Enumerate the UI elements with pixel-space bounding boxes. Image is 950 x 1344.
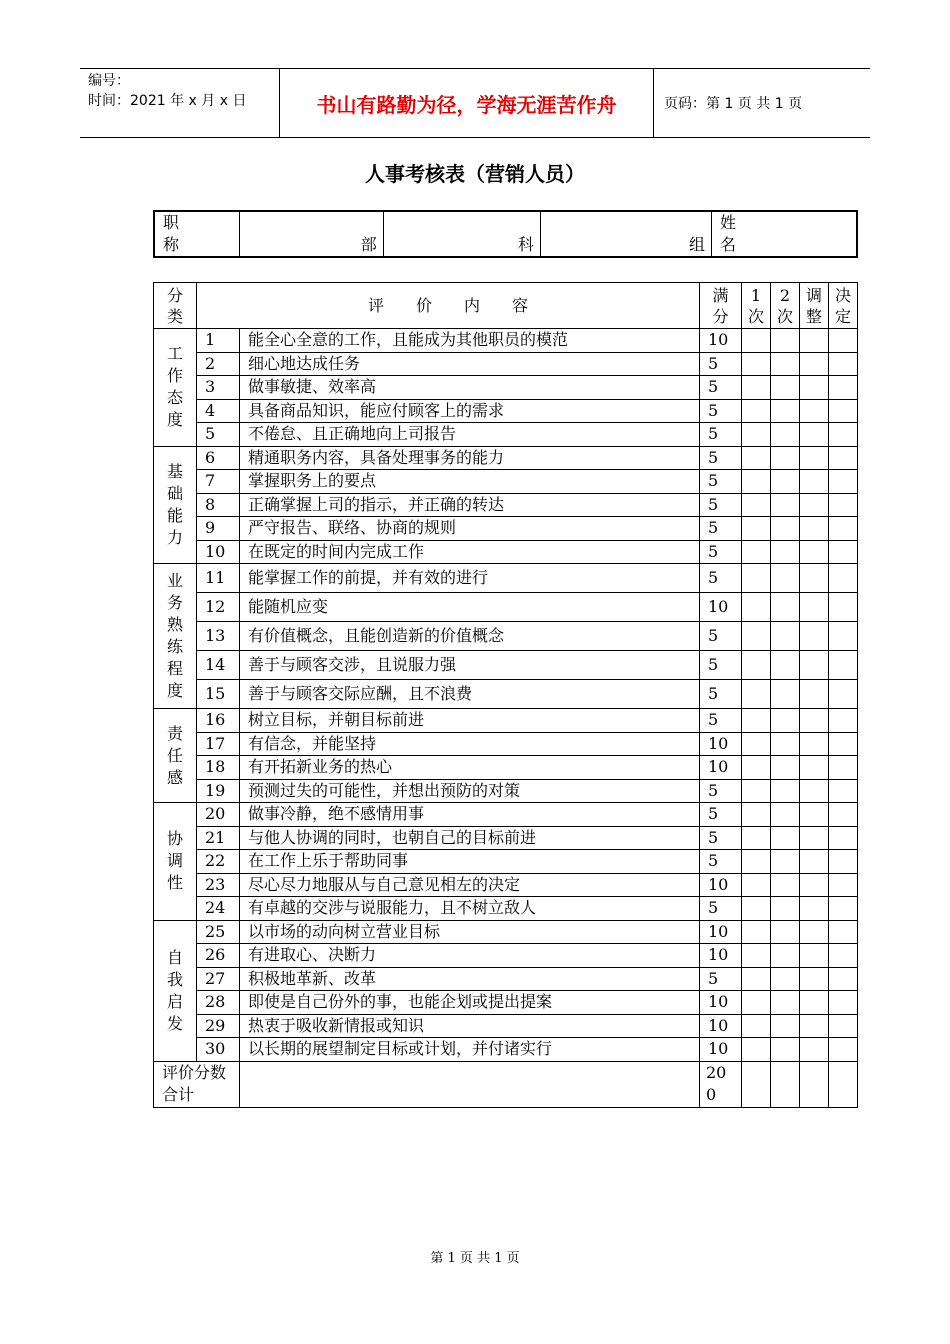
table-row — [154, 517, 858, 541]
table-row — [154, 622, 858, 651]
item-number: 25 — [197, 920, 240, 944]
second-score-cell[interactable] — [770, 493, 799, 517]
total-adjust-cell[interactable] — [799, 1061, 828, 1107]
adjust-cell[interactable] — [799, 329, 828, 353]
first-score-cell[interactable] — [741, 991, 770, 1015]
adjust-cell[interactable] — [799, 756, 828, 780]
decision-cell[interactable] — [828, 540, 857, 564]
table-row — [154, 493, 858, 517]
first-score-cell[interactable] — [741, 651, 770, 680]
total-second-cell[interactable] — [770, 1061, 799, 1107]
item-text: 有进取心、决断力 — [240, 944, 700, 968]
table-row — [154, 399, 858, 423]
item-text: 能全心全意的工作，且能成为其他职员的模范 — [240, 329, 700, 353]
item-number: 17 — [197, 732, 240, 756]
decision-cell[interactable] — [828, 920, 857, 944]
adjust-cell[interactable] — [799, 376, 828, 400]
second-score-cell[interactable] — [770, 779, 799, 803]
item-number: 28 — [197, 991, 240, 1015]
first-score-cell[interactable] — [741, 1038, 770, 1062]
item-text: 善于与顾客交际应酬，且不浪费 — [240, 680, 700, 709]
page-footer: 第 1 页 共 1 页 — [430, 1251, 520, 1266]
decision-cell[interactable] — [828, 803, 857, 827]
first-score-cell[interactable] — [741, 850, 770, 874]
decision-cell[interactable] — [828, 897, 857, 921]
header-first: 1次 — [741, 283, 770, 329]
title-label: 职称 — [154, 211, 240, 257]
full-score: 5 — [699, 493, 741, 517]
item-text: 做事冷静，绝不感情用事 — [240, 803, 700, 827]
second-score-cell[interactable] — [770, 329, 799, 353]
adjust-cell[interactable] — [799, 709, 828, 733]
header-category: 分类 — [154, 283, 197, 329]
first-score-cell[interactable] — [741, 803, 770, 827]
first-score-cell[interactable] — [741, 622, 770, 651]
item-text: 严守报告、联络、协商的规则 — [240, 517, 700, 541]
decision-cell[interactable] — [828, 352, 857, 376]
number-label: 编号： — [88, 73, 130, 89]
decision-cell[interactable] — [828, 680, 857, 709]
second-score-cell[interactable] — [770, 446, 799, 470]
item-number: 21 — [197, 826, 240, 850]
second-score-cell[interactable] — [770, 709, 799, 733]
item-number: 24 — [197, 897, 240, 921]
item-number: 30 — [197, 1038, 240, 1062]
adjust-cell[interactable] — [799, 352, 828, 376]
item-number: 26 — [197, 944, 240, 968]
category-cell: 基础能力 — [154, 446, 197, 564]
item-number: 20 — [197, 803, 240, 827]
page-label: 页码：第 1 页 共 1 页 — [664, 96, 803, 112]
second-score-cell[interactable] — [770, 470, 799, 494]
decision-cell[interactable] — [828, 991, 857, 1015]
adjust-cell[interactable] — [799, 493, 828, 517]
name-field[interactable]: 姓名 — [711, 211, 857, 257]
full-score: 5 — [699, 651, 741, 680]
decision-cell[interactable] — [828, 470, 857, 494]
decision-cell[interactable] — [828, 873, 857, 897]
adjust-cell[interactable] — [799, 779, 828, 803]
full-score: 5 — [699, 446, 741, 470]
first-score-cell[interactable] — [741, 732, 770, 756]
second-score-cell[interactable] — [770, 732, 799, 756]
table-row — [154, 564, 858, 593]
full-score: 5 — [699, 826, 741, 850]
adjust-cell[interactable] — [799, 920, 828, 944]
adjust-cell[interactable] — [799, 470, 828, 494]
adjust-cell[interactable] — [799, 826, 828, 850]
full-score: 10 — [699, 732, 741, 756]
item-text: 在工作上乐于帮助同事 — [240, 850, 700, 874]
item-number: 19 — [197, 779, 240, 803]
decision-cell[interactable] — [828, 756, 857, 780]
table-row — [154, 593, 858, 622]
department-field[interactable]: 部 — [240, 211, 383, 257]
table-row — [154, 470, 858, 494]
item-text: 与他人协调的同时，也朝自己的目标前进 — [240, 826, 700, 850]
adjust-cell[interactable] — [799, 850, 828, 874]
item-text: 做事敏捷、效率高 — [240, 376, 700, 400]
item-text: 有价值概念，且能创造新的价值概念 — [240, 622, 700, 651]
item-number: 11 — [197, 564, 240, 593]
second-score-cell[interactable] — [770, 967, 799, 991]
header-full-score: 满分 — [699, 283, 741, 329]
full-score: 5 — [699, 352, 741, 376]
employee-info-table — [153, 210, 858, 258]
total-score: 200 — [699, 1061, 741, 1107]
item-text: 有开拓新业务的热心 — [240, 756, 700, 780]
full-score: 5 — [699, 709, 741, 733]
first-score-cell[interactable] — [741, 680, 770, 709]
decision-cell[interactable] — [828, 423, 857, 447]
first-score-cell[interactable] — [741, 517, 770, 541]
item-number: 1 — [197, 329, 240, 353]
item-text: 正确掌握上司的指示，并正确的转达 — [240, 493, 700, 517]
header-meta — [80, 69, 280, 137]
table-row — [154, 897, 858, 921]
decision-cell[interactable] — [828, 732, 857, 756]
table-row — [154, 376, 858, 400]
item-number: 7 — [197, 470, 240, 494]
full-score: 5 — [699, 803, 741, 827]
decision-cell[interactable] — [828, 1038, 857, 1062]
first-score-cell[interactable] — [741, 756, 770, 780]
first-score-cell[interactable] — [741, 779, 770, 803]
full-score: 10 — [699, 920, 741, 944]
table-row — [154, 873, 858, 897]
table-row — [154, 803, 858, 827]
full-score: 10 — [699, 756, 741, 780]
full-score: 5 — [699, 540, 741, 564]
second-score-cell[interactable] — [770, 622, 799, 651]
item-number: 16 — [197, 709, 240, 733]
second-score-cell[interactable] — [770, 850, 799, 874]
first-score-cell[interactable] — [741, 826, 770, 850]
item-text: 不倦怠、且正确地向上司报告 — [240, 423, 700, 447]
table-row — [154, 680, 858, 709]
item-number: 22 — [197, 850, 240, 874]
item-number: 29 — [197, 1014, 240, 1038]
item-text: 精通职务内容，具备处理事务的能力 — [240, 446, 700, 470]
second-score-cell[interactable] — [770, 1014, 799, 1038]
adjust-cell[interactable] — [799, 399, 828, 423]
group-field[interactable]: 组 — [540, 211, 711, 257]
full-score: 5 — [699, 517, 741, 541]
full-score: 10 — [699, 593, 741, 622]
header-decision: 决定 — [828, 283, 857, 329]
first-score-cell[interactable] — [741, 593, 770, 622]
item-number: 15 — [197, 680, 240, 709]
item-number: 14 — [197, 651, 240, 680]
document-header — [80, 68, 870, 138]
item-number: 27 — [197, 967, 240, 991]
adjust-cell[interactable] — [799, 732, 828, 756]
full-score: 5 — [699, 779, 741, 803]
adjust-cell[interactable] — [799, 540, 828, 564]
second-score-cell[interactable] — [770, 352, 799, 376]
item-text: 以市场的动向树立营业目标 — [240, 920, 700, 944]
decision-cell[interactable] — [828, 850, 857, 874]
first-score-cell[interactable] — [741, 376, 770, 400]
second-score-cell[interactable] — [770, 540, 799, 564]
adjust-cell[interactable] — [799, 897, 828, 921]
header-adjust: 调整 — [799, 283, 828, 329]
item-text: 积极地革新、改革 — [240, 967, 700, 991]
item-number: 13 — [197, 622, 240, 651]
second-score-cell[interactable] — [770, 920, 799, 944]
item-text: 有卓越的交涉与说服能力，且不树立敌人 — [240, 897, 700, 921]
adjust-cell[interactable] — [799, 651, 828, 680]
total-blank — [240, 1061, 700, 1107]
item-number: 12 — [197, 593, 240, 622]
item-text: 能掌握工作的前提，并有效的进行 — [240, 564, 700, 593]
motto: 书山有路勤为径，学海无涯苦作舟 — [280, 69, 654, 137]
adjust-cell[interactable] — [799, 873, 828, 897]
second-score-cell[interactable] — [770, 376, 799, 400]
category-cell: 自我启发 — [154, 920, 197, 1061]
full-score: 10 — [699, 873, 741, 897]
decision-cell[interactable] — [828, 399, 857, 423]
item-text: 以长期的展望制定目标或计划，并付诸实行 — [240, 1038, 700, 1062]
first-score-cell[interactable] — [741, 446, 770, 470]
table-row — [154, 1014, 858, 1038]
decision-cell[interactable] — [828, 1014, 857, 1038]
second-score-cell[interactable] — [770, 399, 799, 423]
item-text: 树立目标，并朝目标前进 — [240, 709, 700, 733]
decision-cell[interactable] — [828, 826, 857, 850]
item-number: 8 — [197, 493, 240, 517]
decision-cell[interactable] — [828, 446, 857, 470]
first-score-cell[interactable] — [741, 897, 770, 921]
table-row — [154, 709, 858, 733]
header-second: 2次 — [770, 283, 799, 329]
second-score-cell[interactable] — [770, 944, 799, 968]
adjust-cell[interactable] — [799, 622, 828, 651]
table-header-row — [154, 283, 858, 329]
second-score-cell[interactable] — [770, 873, 799, 897]
page-title: 人事考核表（营销人员） — [365, 162, 585, 186]
table-row — [154, 944, 858, 968]
table-row — [154, 920, 858, 944]
adjust-cell[interactable] — [799, 564, 828, 593]
full-score: 10 — [699, 1014, 741, 1038]
table-row — [154, 651, 858, 680]
decision-cell[interactable] — [828, 967, 857, 991]
full-score: 10 — [699, 991, 741, 1015]
second-score-cell[interactable] — [770, 517, 799, 541]
first-score-cell[interactable] — [741, 873, 770, 897]
table-row — [154, 779, 858, 803]
decision-cell[interactable] — [828, 779, 857, 803]
full-score: 10 — [699, 944, 741, 968]
decision-cell[interactable] — [828, 329, 857, 353]
second-score-cell[interactable] — [770, 756, 799, 780]
item-text: 善于与顾客交涉，且说服力强 — [240, 651, 700, 680]
item-text: 能随机应变 — [240, 593, 700, 622]
full-score: 5 — [699, 564, 741, 593]
decision-cell[interactable] — [828, 709, 857, 733]
item-text: 预测过失的可能性，并想出预防的对策 — [240, 779, 700, 803]
second-score-cell[interactable] — [770, 651, 799, 680]
section-field[interactable]: 科 — [383, 211, 540, 257]
decision-cell[interactable] — [828, 564, 857, 593]
first-score-cell[interactable] — [741, 709, 770, 733]
first-score-cell[interactable] — [741, 944, 770, 968]
table-row — [154, 732, 858, 756]
second-score-cell[interactable] — [770, 593, 799, 622]
date-label: 时间：2021 年 x 月 x 日 — [88, 93, 247, 109]
item-number: 4 — [197, 399, 240, 423]
first-score-cell[interactable] — [741, 920, 770, 944]
second-score-cell[interactable] — [770, 897, 799, 921]
item-number: 6 — [197, 446, 240, 470]
total-first-cell[interactable] — [741, 1061, 770, 1107]
item-number: 2 — [197, 352, 240, 376]
full-score: 5 — [699, 470, 741, 494]
table-row — [154, 967, 858, 991]
first-score-cell[interactable] — [741, 1014, 770, 1038]
total-label: 评价分数合计 — [154, 1061, 240, 1107]
item-text: 在既定的时间内完成工作 — [240, 540, 700, 564]
item-text: 热衷于吸收新情报或知识 — [240, 1014, 700, 1038]
full-score: 10 — [699, 329, 741, 353]
table-row — [154, 991, 858, 1015]
category-cell: 协调性 — [154, 803, 197, 921]
evaluation-table — [153, 282, 858, 1108]
adjust-cell[interactable] — [799, 1038, 828, 1062]
first-score-cell[interactable] — [741, 493, 770, 517]
item-number: 10 — [197, 540, 240, 564]
decision-cell[interactable] — [828, 517, 857, 541]
full-score: 5 — [699, 897, 741, 921]
table-row — [154, 446, 858, 470]
item-text: 细心地达成任务 — [240, 352, 700, 376]
item-number: 9 — [197, 517, 240, 541]
item-text: 尽心尽力地服从与自己意见相左的决定 — [240, 873, 700, 897]
first-score-cell[interactable] — [741, 540, 770, 564]
full-score: 5 — [699, 680, 741, 709]
decision-cell[interactable] — [828, 593, 857, 622]
table-row — [154, 540, 858, 564]
adjust-cell[interactable] — [799, 593, 828, 622]
full-score: 5 — [699, 622, 741, 651]
second-score-cell[interactable] — [770, 991, 799, 1015]
adjust-cell[interactable] — [799, 991, 828, 1015]
item-number: 18 — [197, 756, 240, 780]
category-cell: 业务熟练程度 — [154, 564, 197, 709]
second-score-cell[interactable] — [770, 423, 799, 447]
second-score-cell[interactable] — [770, 826, 799, 850]
second-score-cell[interactable] — [770, 564, 799, 593]
table-row — [154, 850, 858, 874]
item-text: 具备商品知识，能应付顾客上的需求 — [240, 399, 700, 423]
adjust-cell[interactable] — [799, 967, 828, 991]
table-row — [154, 329, 858, 353]
first-score-cell[interactable] — [741, 399, 770, 423]
first-score-cell[interactable] — [741, 423, 770, 447]
item-number: 5 — [197, 423, 240, 447]
full-score: 5 — [699, 967, 741, 991]
table-row — [154, 826, 858, 850]
item-number: 3 — [197, 376, 240, 400]
first-score-cell[interactable] — [741, 352, 770, 376]
adjust-cell[interactable] — [799, 944, 828, 968]
decision-cell[interactable] — [828, 944, 857, 968]
decision-cell[interactable] — [828, 622, 857, 651]
decision-cell[interactable] — [828, 493, 857, 517]
decision-cell[interactable] — [828, 376, 857, 400]
first-score-cell[interactable] — [741, 329, 770, 353]
second-score-cell[interactable] — [770, 680, 799, 709]
second-score-cell[interactable] — [770, 803, 799, 827]
header-content: 评 价 内 容 — [197, 283, 700, 329]
table-row — [154, 1038, 858, 1062]
first-score-cell[interactable] — [741, 967, 770, 991]
item-text: 有信念，并能坚持 — [240, 732, 700, 756]
adjust-cell[interactable] — [799, 803, 828, 827]
second-score-cell[interactable] — [770, 1038, 799, 1062]
adjust-cell[interactable] — [799, 517, 828, 541]
category-cell: 工作态度 — [154, 329, 197, 447]
item-number: 23 — [197, 873, 240, 897]
table-row — [154, 756, 858, 780]
category-cell: 责任感 — [154, 709, 197, 803]
adjust-cell[interactable] — [799, 423, 828, 447]
full-score: 5 — [699, 850, 741, 874]
full-score: 5 — [699, 376, 741, 400]
adjust-cell[interactable] — [799, 1014, 828, 1038]
item-text: 即使是自己份外的事，也能企划或提出提案 — [240, 991, 700, 1015]
table-row — [154, 423, 858, 447]
adjust-cell[interactable] — [799, 680, 828, 709]
decision-cell[interactable] — [828, 651, 857, 680]
first-score-cell[interactable] — [741, 470, 770, 494]
full-score: 10 — [699, 1038, 741, 1062]
full-score: 5 — [699, 399, 741, 423]
item-text: 掌握职务上的要点 — [240, 470, 700, 494]
total-decision-cell[interactable] — [828, 1061, 857, 1107]
full-score: 5 — [699, 423, 741, 447]
adjust-cell[interactable] — [799, 446, 828, 470]
total-row — [154, 1061, 858, 1107]
first-score-cell[interactable] — [741, 564, 770, 593]
table-row — [154, 352, 858, 376]
